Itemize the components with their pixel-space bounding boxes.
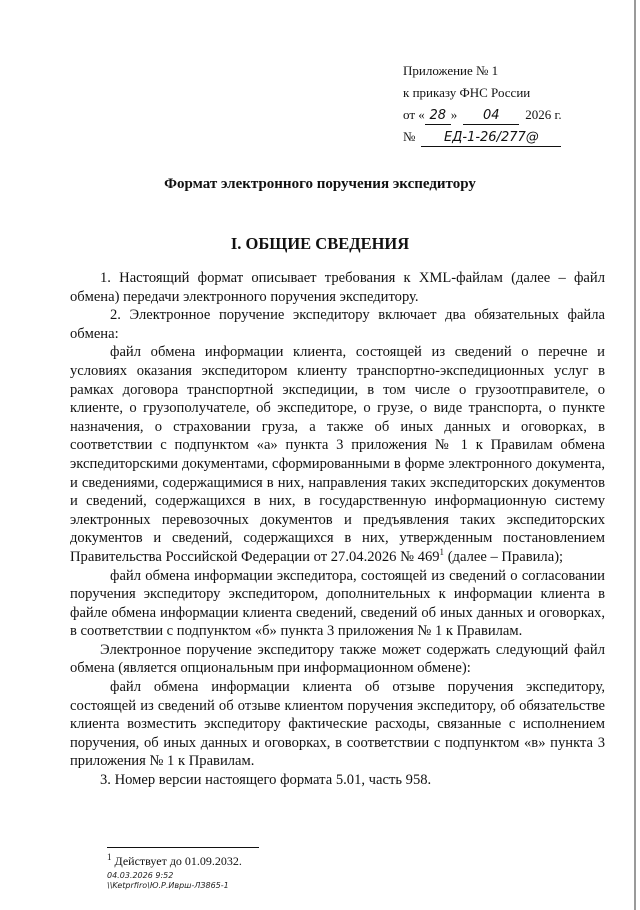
stamp-datetime: 04.03.2026 9:52 [107, 871, 174, 880]
footnote-mark: 1 [107, 852, 112, 862]
paragraph-3-text: файл обмена информации клиента, состоящей из сведений о перечне и условиях оказания экспедитором клиенту транспортно-экспедиционных услуг в рамках договора транспортной экспедиции, в том числе о грузоотправителе, о клиенте, о грузополучателе, об экспедиторе, о грузе, о виде транспорта, о пункте назначения, о страховании груза, а также об иных данных и оговорках, в соответствии с подпунктом «а» пункта 3 приложения № 1 к Правилам обмена экспедиторскими документами, сформированными в форме электронного документа, и сведениями, содержащимися в них, направления таких экспедиторских документов и сведений, содержащихся в них, в государственную информационную систему электронных перевозочных документов и предъявления таких экспедиторских документов и сведений, содержащихся в них, утвержденным постановлением Правительства Российской Федерации от 27.04.2026 № 469 [70, 344, 605, 565]
footnote-text: Действует до 01.09.2032. [111, 854, 242, 868]
paragraph-3 [70, 343, 605, 566]
paragraph-7: 3. Номер версии настоящего формата 5.01, часть 958. [100, 772, 432, 789]
order-number-handwritten: ЕД-1-26/277@ [421, 130, 561, 147]
approval-date-line [403, 104, 562, 126]
scan-edge-line [634, 0, 636, 910]
footnote-reference: 1 [439, 547, 445, 558]
document-body [70, 269, 605, 790]
print-stamp [107, 871, 229, 891]
footnote-separator [107, 847, 259, 848]
approval-block [403, 60, 562, 148]
paragraph-3-tail: (далее – Правила); [444, 548, 564, 565]
paragraph-4: файл обмена информации экспедитора, состоящей из сведений о согласовании поручения экспедитору экспедитором, дополнительных к информации клиента в файле обмена информации клиента сведений, сведений об иных данных и оговорках, в соответствии с подпунктом «б» пункта 3 приложения № 1 к Правилам. [70, 567, 605, 640]
section-title: I. ОБЩИЕ СВЕДЕНИЯ [230, 234, 410, 253]
paragraph-1: 1. Настоящий формат описывает требования к XML-файлам (далее – файл обмена) передачи электронного поручения экспедитору. [70, 270, 605, 305]
approval-appendix-line: Приложение № 1 [403, 63, 499, 78]
footnote [107, 853, 242, 869]
date-year: 2026 г. [525, 107, 562, 122]
document-title: Формат электронного поручения экспедитору [164, 176, 476, 192]
date-prefix: от « [403, 107, 425, 122]
stamp-path: \\Ketprfiro\Ю.Р.Иврш-ЛЗ865-1 [107, 881, 229, 890]
approval-order-line: к приказу ФНС России [403, 85, 531, 100]
paragraph-2: 2. Электронное поручение экспедитору включает два обязательных файла обмена: [70, 307, 605, 342]
number-prefix: № [403, 129, 416, 144]
date-month-handwritten: 04 [463, 108, 519, 125]
approval-number-line [403, 126, 562, 148]
paragraph-5: Электронное поручение экспедитору также может содержать следующий файл обмена (является опциональным при информационном обмене): [70, 641, 605, 677]
date-mid: » [450, 107, 458, 122]
paragraph-6: файл обмена информации клиента об отзыве поручения экспедитору, состоящей из сведений об отзыве клиентом поручения экспедитору, об обязательстве клиента возместить экспедитору фактические расходы, связанные с исполнением поручения, об иных данных и оговорках, в соответствии с подпунктом «в» пункта 3 приложения № 1 к Правилам. [70, 679, 605, 770]
date-day-handwritten: 28 [425, 108, 451, 125]
